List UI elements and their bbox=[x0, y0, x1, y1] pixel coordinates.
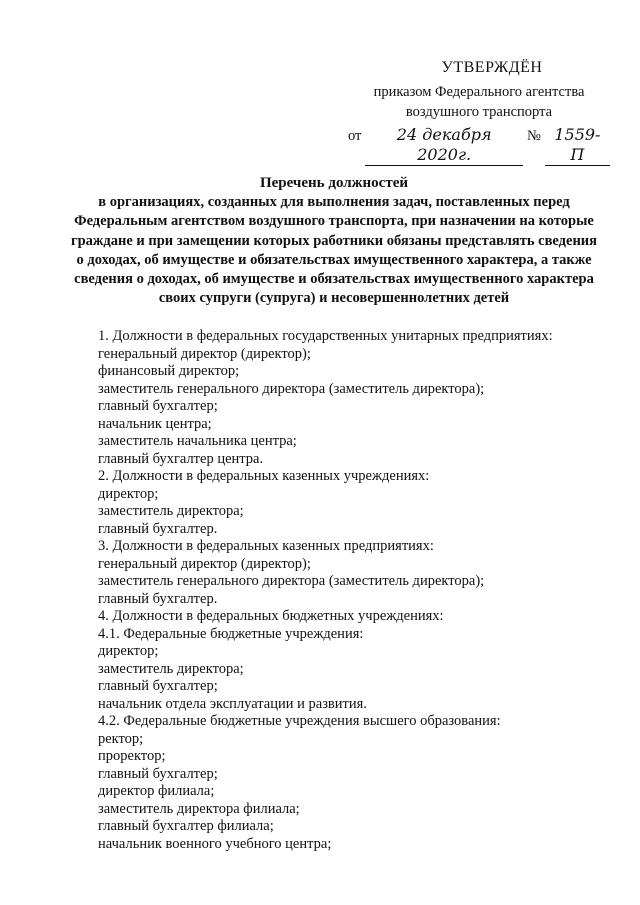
list-item: главный бухгалтер; bbox=[98, 678, 218, 694]
list-item: 4.2. Федеральные бюджетные учреждения высшего образования: bbox=[98, 713, 501, 729]
list-item: заместитель директора филиала; bbox=[98, 800, 300, 817]
list-item: заместитель директора; bbox=[98, 660, 244, 677]
approved-stamp-text: УТВЕРЖДЁН bbox=[441, 59, 543, 76]
list-item: заместитель начальника центра; bbox=[98, 433, 297, 449]
list-item: ректор; bbox=[98, 730, 144, 747]
list-item: главный бухгалтер. bbox=[98, 590, 218, 607]
list-item: главный бухгалтер; bbox=[98, 765, 218, 782]
title-line: в организациях, созданных для выполнения задач, поставленных перед bbox=[98, 194, 570, 211]
number-label: № bbox=[526, 128, 541, 144]
list-item: заместитель директора; bbox=[98, 503, 244, 519]
list-item: начальник военного учебного центра; bbox=[98, 835, 332, 852]
list-item: 2. Должности в федеральных казенных учреждениях: bbox=[98, 468, 430, 484]
positions-list bbox=[98, 328, 618, 853]
list-item: 4. Должности в федеральных бюджетных учреждениях: bbox=[98, 608, 444, 624]
title-line: о доходах, об имуществе и обязательствах имущественного характера, а также bbox=[76, 251, 592, 268]
list-item: главный бухгалтер центра. bbox=[98, 450, 264, 467]
list-item: главный бухгалтер. bbox=[98, 520, 218, 537]
list-item: главный бухгалтер; bbox=[98, 398, 218, 414]
title-line: Федеральным агентством воздушного транспорта, при назначении на которые bbox=[74, 213, 594, 230]
from-label: от bbox=[348, 128, 362, 144]
list-item: директор; bbox=[98, 643, 159, 659]
approval-line-1: приказом Федерального агентства bbox=[373, 84, 585, 100]
handwritten-date: 24 декабря 2020г. bbox=[365, 125, 523, 166]
list-item: 4.1. Федеральные бюджетные учреждения: bbox=[98, 625, 364, 642]
handwritten-order-number: 1559-П bbox=[545, 125, 610, 166]
approval-line-2: воздушного транспорта bbox=[405, 104, 553, 120]
approval-block bbox=[348, 58, 610, 166]
list-item: начальник отдела эксплуатации и развития. bbox=[98, 695, 367, 712]
list-item: директор; bbox=[98, 485, 159, 502]
list-item: начальник центра; bbox=[98, 415, 212, 432]
list-item: генеральный директор (директор); bbox=[98, 555, 311, 572]
list-item: 1. Должности в федеральных государственных унитарных предприятиях: bbox=[98, 328, 553, 344]
title-line: граждане и при замещении которых работники обязаны представлять сведения bbox=[70, 232, 598, 249]
title-heading: Перечень должностей bbox=[259, 175, 409, 191]
document-title bbox=[56, 174, 612, 308]
order-line bbox=[348, 125, 610, 166]
list-item: финансовый директор; bbox=[98, 363, 240, 379]
title-line: своих супруги (супруга) и несовершеннолетних детей bbox=[158, 290, 510, 307]
title-line: сведения о доходах, об имуществе и обязательствах имущественного характера bbox=[74, 271, 594, 288]
list-item: проректор; bbox=[98, 748, 166, 764]
list-item: генеральный директор (директор); bbox=[98, 345, 311, 362]
list-item: заместитель генерального директора (заместитель директора); bbox=[98, 380, 485, 397]
list-item: директор филиала; bbox=[98, 783, 215, 799]
list-item: заместитель генерального директора (заместитель директора); bbox=[98, 573, 485, 589]
list-item: главный бухгалтер филиала; bbox=[98, 818, 274, 834]
list-item: 3. Должности в федеральных казенных предприятиях: bbox=[98, 538, 434, 554]
